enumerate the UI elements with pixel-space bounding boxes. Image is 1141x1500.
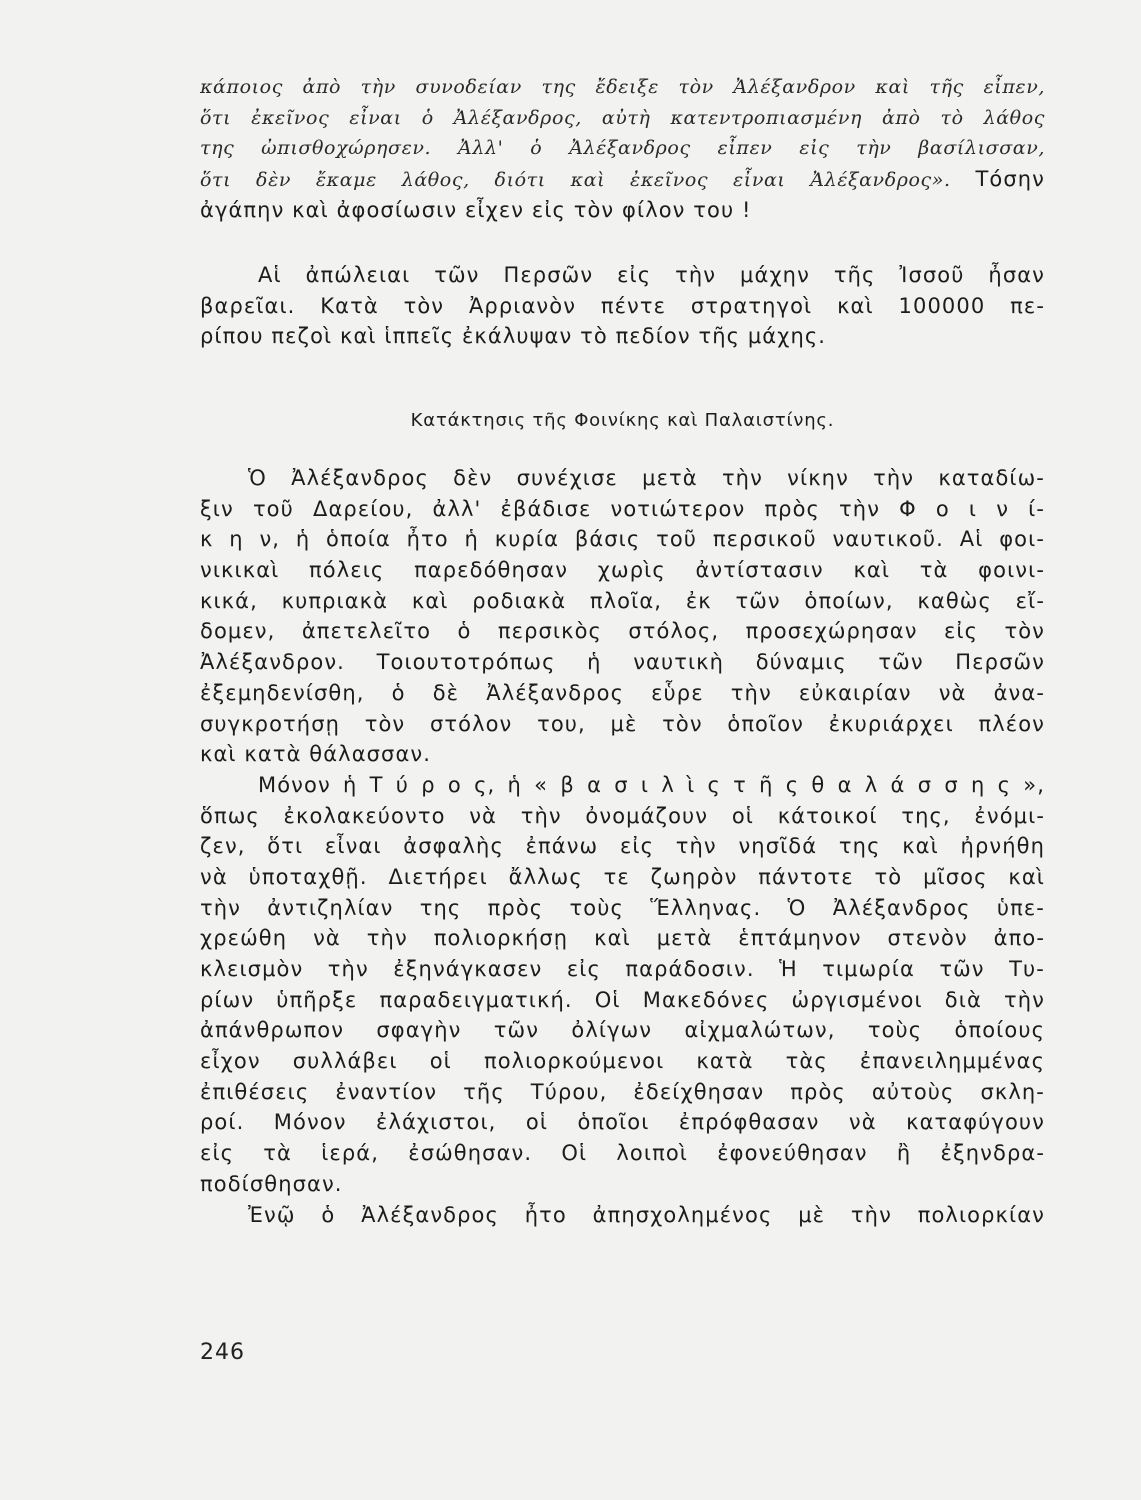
text-line: κάποιος ἀπὸ τὴν συνοδείαν της ἔδειξε τὸν Ἀλέξανδρον καὶ τῆς εἶπεν, bbox=[200, 76, 1045, 98]
text-line: χρεώθη νὰ τὴν πολιορκήσῃ καὶ μετὰ ἑπτάμηνον στενὸν ἀπο- bbox=[200, 926, 1045, 951]
text-line: ρίπου πεζοὶ καὶ ἱππεῖς ἐκάλυψαν τὸ πεδίον τῆς μάχης. bbox=[200, 324, 827, 349]
text-line: ζεν, ὅτι εἶναι ἀσφαλὴς ἐπάνω εἰς τὴν νησῖδά της καὶ ἠρνήθη bbox=[200, 834, 1045, 859]
text-line: τὴν ἀντιζηλίαν της πρὸς τοὺς Ἕλληνας. Ὁ Ἀλέξανδρος ὑπε- bbox=[200, 895, 1045, 920]
text-line: Ἐνῷ ὁ Ἀλέξανδρος ἦτο ἀπησχολημένος μὲ τὴν πολιορκίαν bbox=[248, 1202, 1045, 1227]
main-text-block bbox=[200, 463, 1045, 1230]
text-line: καὶ κατὰ θάλασσαν. bbox=[200, 742, 432, 767]
text-line: ποδίσθησαν. bbox=[200, 1171, 343, 1196]
text-line: βαρεῖαι. Κατὰ τὸν Ἀρριανὸν πέντε στρατηγοὶ καὶ 100000 πε- bbox=[200, 293, 1045, 318]
text-line-tail: Τόσην bbox=[975, 167, 1045, 192]
text-line: κλεισμὸν τὴν ἐξηνάγκασεν εἰς παράδοσιν. Ἡ τιμωρία τῶν Τυ- bbox=[200, 957, 1045, 981]
page-number: 246 bbox=[200, 1340, 245, 1365]
text-line: ὅτι δὲν ἔκαμε λάθος, διότι καὶ ἐκεῖνος εἶναι Ἀλέξανδρος». bbox=[200, 169, 951, 192]
text-line: Ὁ Ἀλέξανδρος δὲν συνέχισε μετὰ τὴν νίκην τὴν καταδίω- bbox=[248, 466, 1045, 490]
text-line: κ η ν, ἡ ὁποία ἦτο ἡ κυρία βάσις τοῦ περσικοῦ ναυτικοῦ. Αἱ φοι- bbox=[200, 527, 1045, 552]
text-line: νικικαὶ πόλεις παρεδόθησαν χωρὶς ἀντίστασιν καὶ τὰ φοινι- bbox=[200, 558, 1045, 583]
text-line: νὰ ὑποταχθῇ. Διετήρει ἄλλως τε ζωηρὸν πάντοτε τὸ μῖσος καὶ bbox=[200, 864, 1045, 889]
text-line: Αἱ ἀπώλειαι τῶν Περσῶν εἰς τὴν μάχην τῆς Ἰσσοῦ ἦσαν bbox=[258, 263, 1045, 287]
text-line: Ἀλέξανδρον. Τοιουτοτρόπως ἡ ναυτικὴ δύναμις τῶν Περσῶν bbox=[200, 650, 1045, 675]
text-line: ἀπάνθρωπον σφαγὴν τῶν ὀλίγων αἰχμαλώτων, τοὺς ὁποίους bbox=[200, 1018, 1045, 1043]
text-line: ροί. Μόνον ἐλάχιστοι, οἱ ὁποῖοι ἐπρόφθασαν νὰ καταφύγουν bbox=[200, 1110, 1045, 1135]
text-line: ξιν τοῦ Δαρείου, ἀλλ' ἐβάδισε νοτιώτερον πρὸς τὴν Φ ο ι ν ί- bbox=[200, 496, 1045, 521]
text-line: ἀγάπην καὶ ἀφοσίωσιν εἶχεν εἰς τὸν φίλον του ! bbox=[200, 197, 752, 222]
text-line-with-tail bbox=[200, 164, 1045, 195]
paragraph-losses bbox=[200, 260, 1045, 352]
text-line: εἰς τὰ ἱερά, ἐσώθησαν. Οἱ λοιποὶ ἐφονεύθησαν ἢ ἐξηνδρα- bbox=[200, 1141, 1045, 1166]
text-line: της ὠπισθοχώρησεν. Ἀλλ' ὁ Ἀλέξανδρος εἶπεν εἰς τὴν βασίλισσαν, bbox=[200, 137, 1045, 160]
text-line: κικά, κυπριακὰ καὶ ροδιακὰ πλοῖα, ἐκ τῶν ὁποίων, καθὼς εἴ- bbox=[200, 588, 1045, 613]
text-line: ἐπιθέσεις ἐναντίον τῆς Τύρου, ἐδείχθησαν πρὸς αὐτοὺς σκλη- bbox=[200, 1079, 1045, 1104]
text-line: ρίων ὑπῆρξε παραδειγματική. Οἱ Μακεδόνες ὠργισμένοι διὰ τὴν bbox=[200, 987, 1045, 1012]
text-line: Μόνον ἡ Τ ύ ρ ο ς, ἡ « β α σ ι λ ὶ ς τ ῆ ς θ α λ ά σ σ η ς », bbox=[258, 772, 1045, 797]
text-line: ἐξεμηδενίσθη, ὁ δὲ Ἀλέξανδρος εὗρε τὴν εὐκαιρίαν νὰ ἀνα- bbox=[200, 680, 1045, 705]
text-line: ὅτι ἐκεῖνος εἶναι ὁ Ἀλέξανδρος, αὐτὴ κατεντροπιασμένη ἀπὸ τὸ λάθος bbox=[200, 106, 1045, 129]
text-line: εἶχον συλλάβει οἱ πολιορκούμενοι κατὰ τὰς ἐπανειλημμένας bbox=[200, 1049, 1045, 1074]
section-heading: Κατάκτησις τῆς Φοινίκης καὶ Παλαιστίνης. bbox=[410, 410, 835, 431]
text-line: δομεν, ἀπετελεῖτο ὁ περσικὸς στόλος, προσεχώρησαν εἰς τὸν bbox=[200, 619, 1045, 644]
text-line: ὅπως ἐκολακεύοντο νὰ τὴν ὀνομάζουν οἱ κάτοικοί της, ἐνόμι- bbox=[200, 803, 1045, 828]
intro-quote-block bbox=[200, 72, 1045, 225]
text-line: συγκροτήσῃ τὸν στόλον του, μὲ τὸν ὁποῖον ἐκυριάρχει πλέον bbox=[200, 711, 1045, 736]
